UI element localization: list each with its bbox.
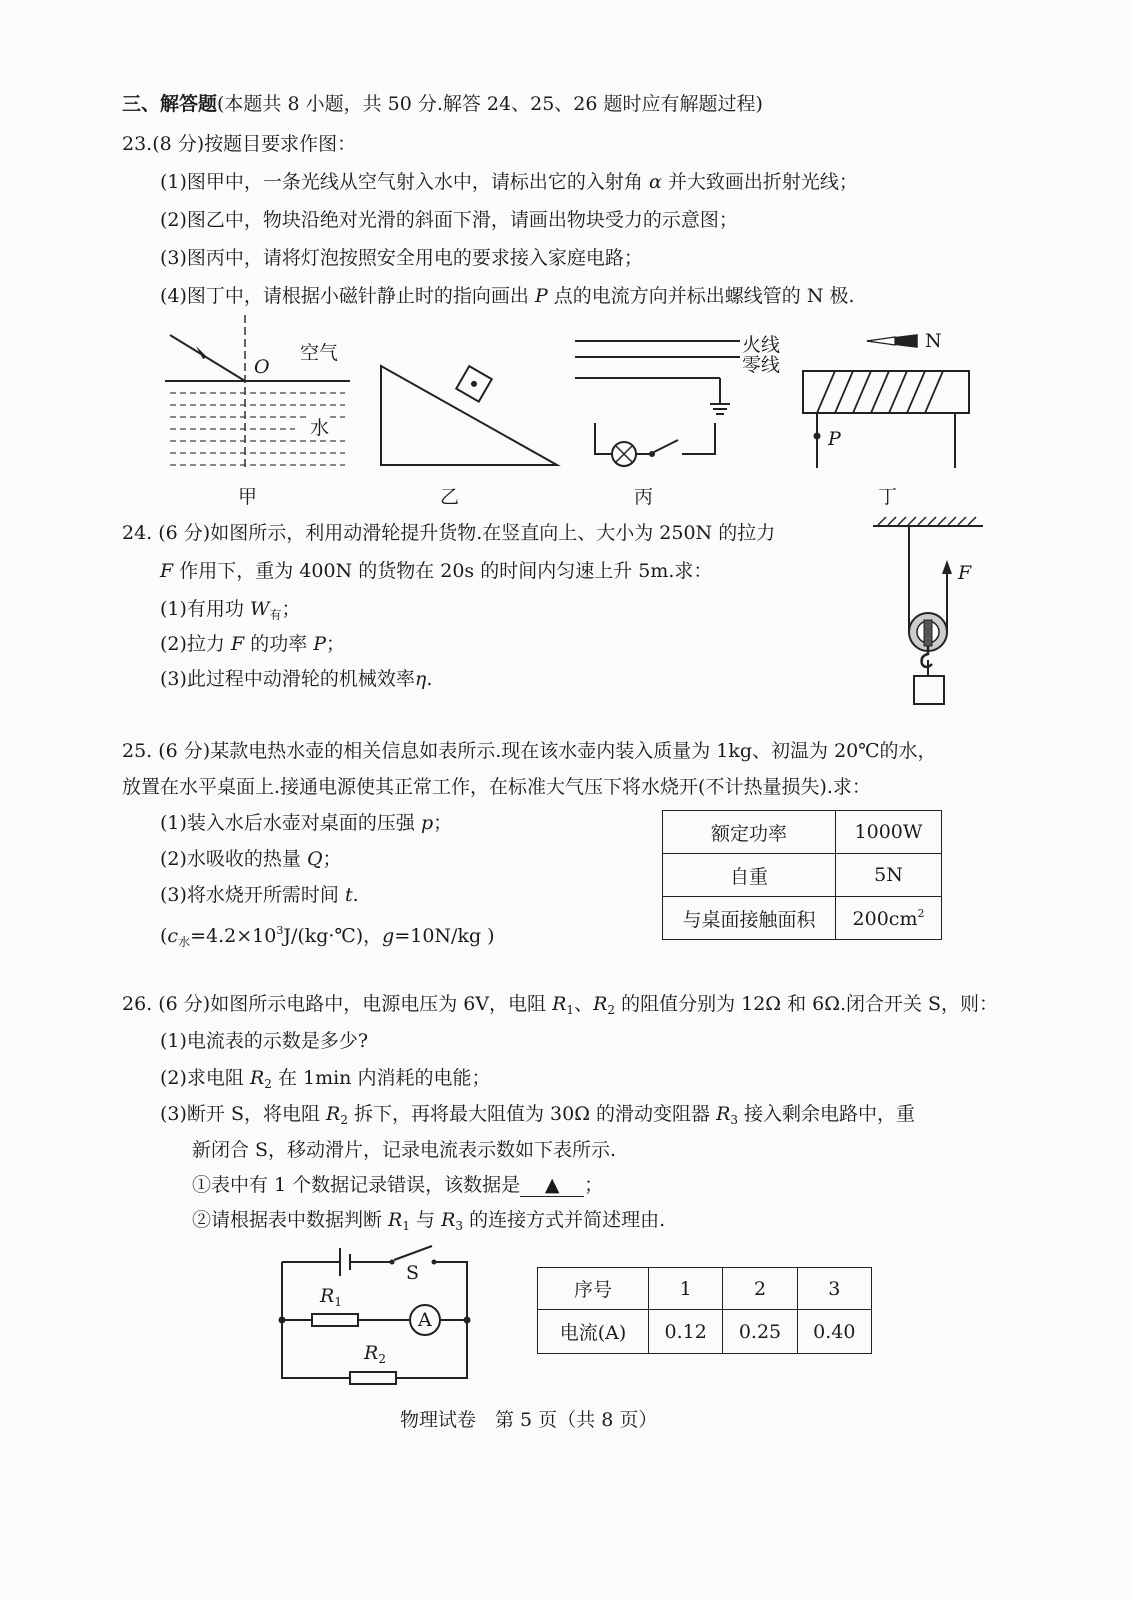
- point-p-label: P: [828, 428, 841, 450]
- q23-part2: (2)图乙中，物块沿绝对光滑的斜面下滑，请画出物块受力的示意图；: [160, 209, 738, 231]
- figure-ding-solenoid: [795, 328, 980, 478]
- kettle-spec-table: [662, 810, 942, 940]
- switch-s-label: S: [406, 1262, 420, 1284]
- table-row: 序号 1 2 3: [538, 1268, 872, 1310]
- ammeter-label: A: [418, 1309, 432, 1331]
- table-row: 与桌面接触面积 $200cm^2$: [663, 897, 942, 940]
- q25-constants: ($c_水=4.2\times 10^3J/(kg\cdot℃)$，g=10N/kg ): [160, 924, 495, 949]
- water-label: 水: [310, 413, 329, 440]
- r2-label: $R_2$: [364, 1342, 386, 1366]
- r1-label: $R_1$: [320, 1285, 342, 1309]
- q26-sub3: (3)断开 S，将电阻 $R_2$ 拆下，再将最大阻值为 30Ω 的滑动变阻器 $R_3$ 接入剩余电路中，重: [160, 1103, 916, 1127]
- force-f-label: F: [958, 562, 972, 584]
- page-footer: 物理试卷 第 5 页（共 8 页）: [400, 1409, 658, 1431]
- q25-sub3: (3)将水烧开所需时间 t.: [160, 884, 359, 906]
- q26-line1: 26. (6 分)如图所示电路中，电源电压为 6V，电阻 $R_1$、$R_2$ 的阻值分别为 12Ω 和 6Ω.闭合开关 S，则：: [122, 993, 999, 1017]
- figure-pulley: [868, 514, 993, 714]
- switch-icon: [654, 440, 678, 452]
- q25-line1: 25. (6 分)某款电热水壶的相关信息如表所示.现在该水壶内装入质量为 1kg、初温为 20℃的水，: [122, 740, 937, 762]
- section-title: 三、解答题: [122, 93, 218, 115]
- air-label: 空气: [300, 342, 339, 364]
- q25-line2: 放置在水平桌面上.接通电源使其正常工作，在标准大气压下将水烧开(不计热量损失).求：: [122, 776, 871, 798]
- figure-ding-label: 丁: [878, 486, 898, 508]
- table-row: 额定功率 1000W: [663, 811, 942, 854]
- q23-part3: (3)图丙中，请将灯泡按照安全用电的要求接入家庭电路；: [160, 247, 643, 269]
- table-row: 电流(A) 0.12 0.25 0.40: [538, 1310, 872, 1354]
- q26-c2: ②请根据表中数据判断 $R_1$ 与 $R_3$ 的连接方式并简述理由.: [192, 1209, 666, 1233]
- current-table: [537, 1267, 872, 1354]
- q24-sub3: (3)此过程中动滑轮的机械效率η.: [160, 668, 433, 690]
- figure-jia-label: 甲: [238, 486, 258, 508]
- point-o-label: O: [254, 356, 270, 378]
- section-desc: (本题共 8 小题，共 50 分.解答 24、25、26 题时应有解题过程): [217, 93, 763, 115]
- q26-sub2: (2)求电阻 $R_2$ 在 1min 内消耗的电能；: [160, 1067, 491, 1091]
- table-row: 自重 5N: [663, 854, 942, 897]
- force-arrow-icon: [942, 560, 952, 574]
- q26-c1: ①表中有 1 个数据记录错误，该数据是 ▲ ；: [192, 1174, 604, 1196]
- figure-bing-label: 丙: [634, 486, 654, 508]
- needle-n-label: N: [925, 330, 942, 352]
- cargo-block: [914, 676, 944, 704]
- q23-head: 23.(8 分)按题目要求作图：: [122, 133, 357, 155]
- live-wire-label: 火线: [742, 334, 781, 356]
- q25-sub1: (1)装入水后水壶对桌面的压强 p；: [160, 812, 453, 834]
- neutral-wire-label: 零线: [742, 354, 781, 376]
- section-header: [122, 92, 763, 116]
- q24-sub1: (1)有用功 $W_有$；: [160, 598, 301, 622]
- q24-line2: F 作用下，重为 400N 的货物在 20s 的时间内匀速上升 5m.求：: [160, 560, 713, 582]
- q24-sub2: (2)拉力 F 的功率 P；: [160, 633, 346, 655]
- figure-yi-label: 乙: [440, 486, 460, 508]
- figure-bing-circuit: [570, 328, 740, 473]
- q23-part4: (4)图丁中，请根据小磁针静止时的指向画出 P 点的电流方向并标出螺线管的 N 极.: [160, 285, 855, 307]
- answer-blank: ▲: [520, 1174, 584, 1197]
- q26-sub3-cont: 新闭合 S，移动滑片，记录电流表示数如下表所示.: [192, 1139, 617, 1161]
- q23-part1: (1)图甲中，一条光线从空气射入水中，请标出它的入射角 α 并大致画出折射光线；: [160, 171, 858, 193]
- q25-sub2: (2)水吸收的热量 Q；: [160, 848, 342, 870]
- q24-line1: 24. (6 分)如图所示，利用动滑轮提升货物.在竖直向上、大小为 250N 的拉力: [122, 522, 776, 544]
- q26-sub1: (1)电流表的示数是多少?: [160, 1030, 369, 1052]
- figure-yi-incline: [375, 360, 565, 470]
